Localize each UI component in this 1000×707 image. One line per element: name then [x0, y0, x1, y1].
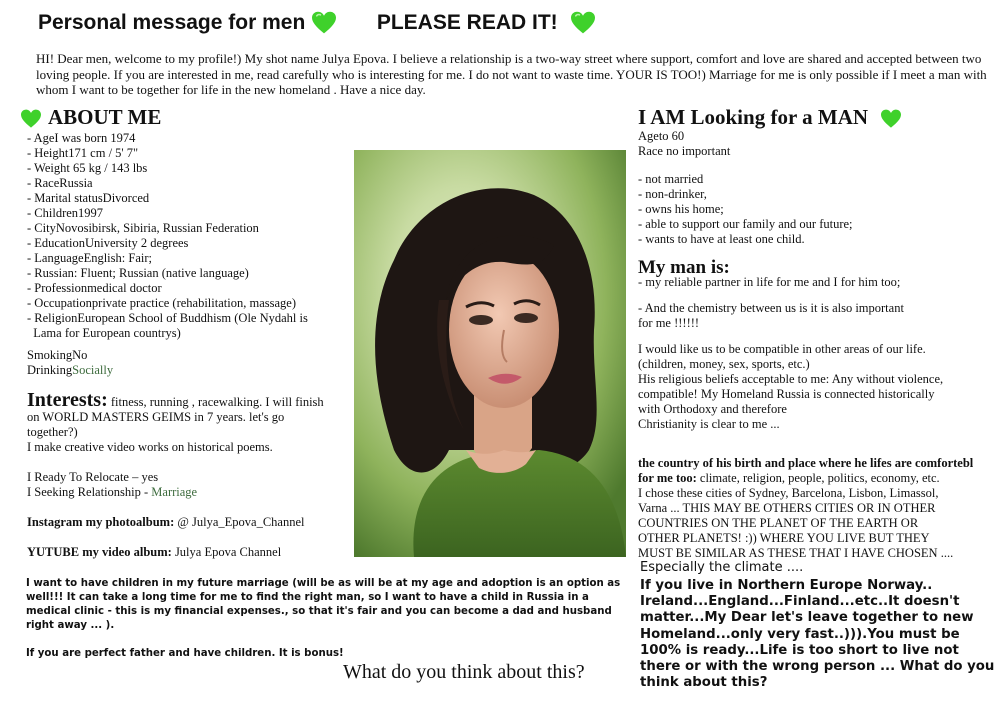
children-note	[26, 577, 636, 661]
compat-line: Christianity is clear to me ...	[638, 417, 780, 431]
profile-photo	[354, 150, 626, 557]
compat-line: compatible! My Homeland Russia is connected historically	[638, 387, 935, 401]
myman-line: - my reliable partner in life for me and I for him too;	[638, 275, 901, 289]
page-title	[38, 8, 596, 38]
about-item: - AgeI was born 1974	[27, 131, 136, 145]
intro-paragraph: HI! Dear men, welcome to my profile!) My shot name Julya Epova. I believe a relationship is a two-way street where support, comfort and love are shared and accepted between two loving people. If you are interested in me, read carefully who is interesting for me. I do not want to waste time. YOUR IS TOO!) Marriage for me is only possible if I meet a man with whom I want to be together for life in the new homeland . Have a nice day.	[36, 51, 987, 97]
cities-line: COUNTRIES ON THE PLANET OF THE EARTH OR	[638, 516, 919, 530]
about-item: - EducationUniversity 2 degrees	[27, 236, 189, 250]
compat-line: His religious beliefs acceptable to me: Any without violence,	[638, 372, 944, 386]
compat-line: (children, money, sex, sports, etc.)	[638, 357, 810, 371]
title-part2: PLEASE READ IT!	[376, 11, 558, 34]
looking-heading-text: I AM Looking for a MAN	[638, 105, 869, 129]
youtube-line: YUTUBE my video album: Julya Epova Channel	[27, 545, 282, 559]
country-block	[638, 456, 998, 561]
about-item: - Occupationprivate practice (rehabilitation, massage)	[27, 296, 296, 310]
looking-age: Ageto 60	[638, 129, 685, 143]
country-line: the country of his birth and place where he lifes are comfortebl	[638, 456, 974, 470]
habits	[27, 348, 113, 378]
myman-heading: My man is:	[638, 257, 730, 278]
about-item: - RaceRussia	[27, 176, 93, 190]
smoking-text: SmokingNo	[27, 348, 88, 362]
compat-line: with Orthodoxy and therefore	[638, 402, 787, 416]
about-heading	[20, 104, 161, 130]
green-heart-icon	[880, 109, 902, 129]
youtube-channel[interactable]: Julya Epova Channel	[171, 545, 282, 559]
green-heart-icon	[20, 109, 42, 129]
looking-race: Race no important	[638, 144, 731, 158]
about-item: - Height171 cm / 5' 7"	[27, 146, 139, 160]
drinking-value: Socially	[72, 363, 114, 377]
closing-question: What do you think about this?	[343, 661, 585, 683]
looking-item: - owns his home;	[638, 202, 724, 216]
myman-line: - And the chemistry between us is it is also important	[638, 301, 904, 315]
looking-item: - able to support our family and our future;	[638, 217, 853, 231]
about-item: - Russian: Fluent; Russian (native language)	[27, 266, 249, 280]
title-part1: Personal message for men	[38, 11, 306, 34]
relationship-value: Marriage	[151, 485, 198, 499]
drinking-text: DrinkingSocially	[27, 363, 114, 377]
relationship-text: I Seeking Relationship - Marriage	[27, 485, 198, 499]
instagram-handle[interactable]: @ Julya_Epova_Channel	[174, 515, 305, 529]
cities-line: MUST BE SIMILAR AS THESE THAT I HAVE CHOSEN ....	[638, 546, 954, 560]
looking-item: - wants to have at least one child.	[638, 232, 805, 246]
instagram-line: Instagram my photoalbum: @ Julya_Epova_Channel	[27, 515, 305, 529]
about-item: Lama for European countrys)	[27, 326, 181, 340]
about-item: - Marital statusDivorced	[27, 191, 150, 205]
bonus-paragraph: If you are perfect father and have children. It is bonus!	[26, 648, 344, 659]
cities-line: OTHER PLANETS! :)) WHERE YOU LIVE BUT THEY	[638, 531, 930, 545]
myman-line: for me !!!!!!	[638, 316, 700, 330]
children-paragraph: I want to have children in my future marriage (will be as will be at my age and adoption is an option as well!!! It can take a long time for me to find the right man, so I want to have a child in Russia in a medical clinic - this is my financial expenses., so that it's fair and you can become a dad and husband right away ... ).	[26, 578, 621, 631]
looking-item: - non-drinker,	[638, 187, 707, 201]
myman-block	[638, 257, 998, 432]
about-item: - ReligionEuropean School of Buddhism (Ole Nydahl is	[27, 311, 308, 325]
relocate-text: I Ready To Relocate – yes	[27, 470, 159, 484]
looking-item: - not married	[638, 172, 704, 186]
compat-line: I would like us to be compatible in other areas of our life.	[638, 342, 926, 356]
climate-text: If you live in Northern Europe Norway.. Ireland...England...Finland...etc..It doesn't matter...My Dear let's leave together to new Homeland...only very fast..))).You must be 100% is ready...Life is too short to live not there or with the wrong person ... What do you think about this?	[640, 578, 995, 691]
interests-line: I make creative video works on historical poems.	[27, 440, 273, 454]
about-heading-text: ABOUT ME	[48, 105, 162, 129]
about-item: - Children1997	[27, 206, 104, 220]
cities-line: Varna ... THIS MAY BE OTHERS CITIES OR IN OTHER	[638, 501, 936, 515]
interests-line: together?)	[27, 425, 78, 439]
about-item: - LanguageEnglish: Fair;	[27, 251, 152, 265]
looking-heading	[638, 104, 902, 130]
interests-text: fitness, running , racewalking. I will finish	[107, 395, 324, 409]
country-line: for me too: climate, religion, people, politics, economy, etc.	[638, 471, 940, 485]
cities-line: I chose these cities of Sydney, Barcelona, Lisbon, Limassol,	[638, 486, 939, 500]
interests-block	[27, 389, 347, 560]
green-heart-icon	[311, 11, 337, 35]
interests-heading: Interests:	[27, 389, 108, 411]
about-item: - Professionmedical doctor	[27, 281, 162, 295]
climate-heading: Especially the climate ....	[640, 560, 804, 575]
interests-line: on WORLD MASTERS GEIMS in 7 years. let's go	[27, 410, 285, 424]
about-list	[27, 131, 308, 341]
looking-details	[638, 129, 998, 247]
green-heart-icon	[570, 11, 596, 35]
about-item: - Weight 65 kg / 143 lbs	[27, 161, 148, 175]
about-item: - CityNovosibirsk, Sibiria, Russian Federation	[27, 221, 259, 235]
